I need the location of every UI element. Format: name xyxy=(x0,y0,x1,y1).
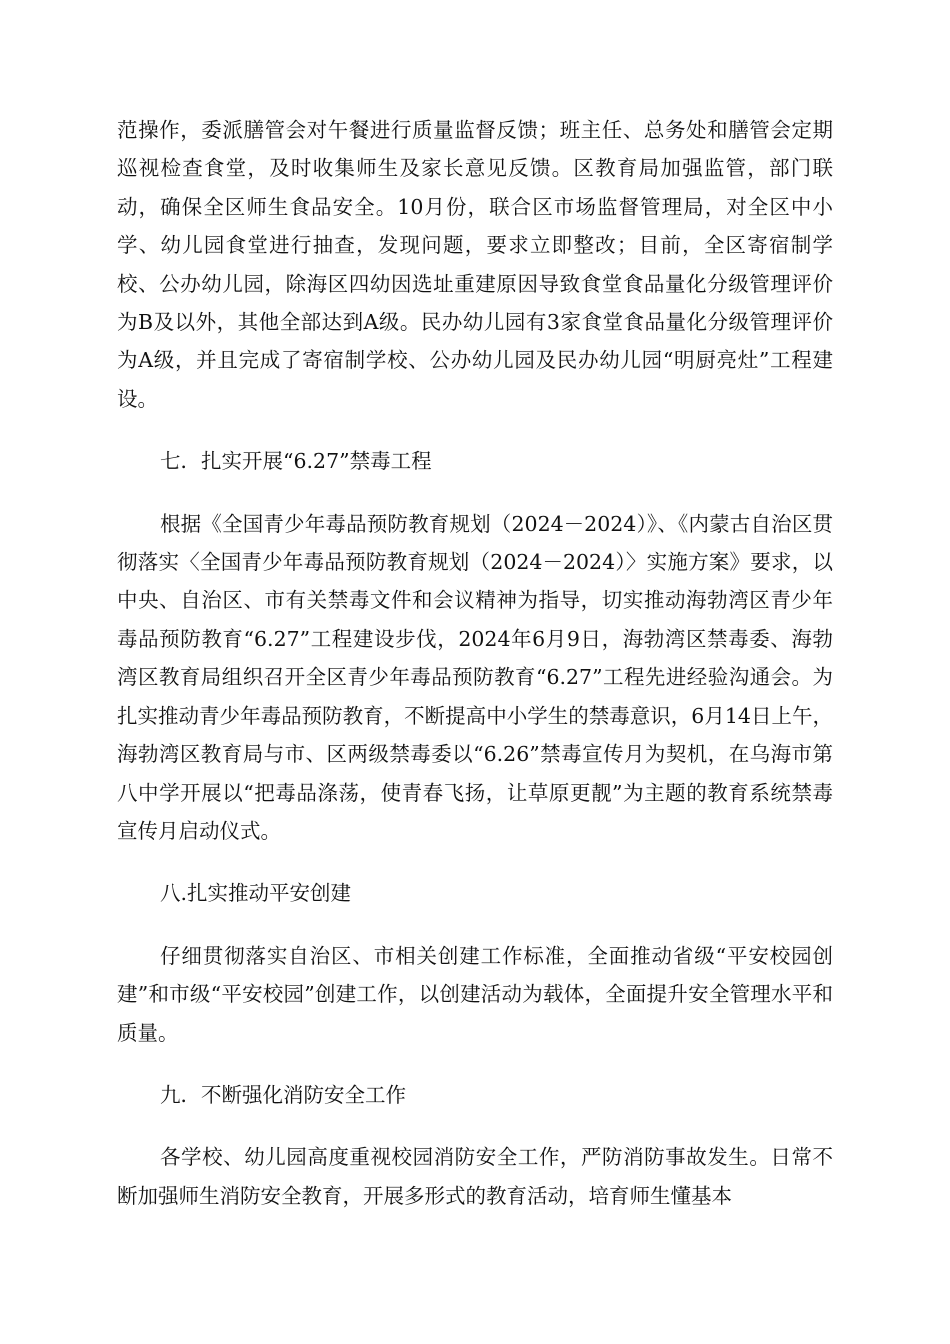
paragraph-spacer xyxy=(117,481,833,505)
section-heading-anti-drug: 七．扎实开展“6.27”禁毒工程 xyxy=(160,449,432,474)
paragraph-spacer xyxy=(117,850,833,874)
paragraph-spacer xyxy=(117,913,833,937)
paragraph-safe-campus: 仔细贯彻落实自治区、市相关创建工作标准，全面推动省级“平安校园创建”和市级“平安校园”创建工作，以创建活动为载体，全面提升安全管理水平和质量。 xyxy=(117,943,833,1045)
section-heading-safe-campus: 八.扎实推动平安创建 xyxy=(160,881,352,906)
section-heading-fire-safety: 九．不断强化消防安全工作 xyxy=(160,1082,406,1107)
paragraph-food-safety-continued: 范操作，委派膳管会对午餐进行质量监督反馈；班主任、总务处和膳管会定期巡视检查食堂，及时收集师生及家长意见反馈。区教育局加强监管，部门联动，确保全区师生食品安全。10月份，联合区市场监督管理局，对全区中小学、幼儿园食堂进行抽查，发现问题，要求立即整改；目前，全区寄宿制学校、公办幼儿园，除海区四幼因选址重建原因导致食堂食品量化分级管理评价为B及以外，其他全部达到A级。民办幼儿园有3家食堂食品量化分级管理评价为A级，并且完成了寄宿制学校、公办幼儿园及民办幼儿园“明厨亮灶”工程建设。 xyxy=(117,118,833,411)
paragraph-anti-drug: 根据《全国青少年毒品预防教育规划（2024－2024）》、《内蒙古自治区贯彻落实〈全国青少年毒品预防教育规划（2024－2024）〉实施方案》要求，以中央、自治区、市有关禁毒文件和会议精神为指导，切实推动海勃湾区青少年毒品预防教育“6.27”工程建设步伐，2024年6月9日，海勃湾区禁毒委、海勃湾区教育局组织召开全区青少年毒品预防教育“6.27”工程先进经验沟通会。为扎实推动青少年毒品预防教育，不断提高中小学生的禁毒意识，6月14日上午，海勃湾区教育局与市、区两级禁毒委以“6.26”禁毒宣传月为契机，在乌海市第八中学开展以“把毒品涤荡，使青春飞扬，让草原更靓”为主题的教育系统禁毒宣传月启动仪式。 xyxy=(117,511,833,843)
document-body xyxy=(117,111,833,1215)
paragraph-spacer xyxy=(117,1114,833,1138)
paragraph-fire-safety: 各学校、幼儿园高度重视校园消防安全工作，严防消防事故发生。日常不断加强师生消防安全教育，开展多形式的教育活动，培育师生懂基本 xyxy=(117,1145,833,1208)
paragraph-spacer xyxy=(117,418,833,442)
paragraph-spacer xyxy=(117,1052,833,1076)
